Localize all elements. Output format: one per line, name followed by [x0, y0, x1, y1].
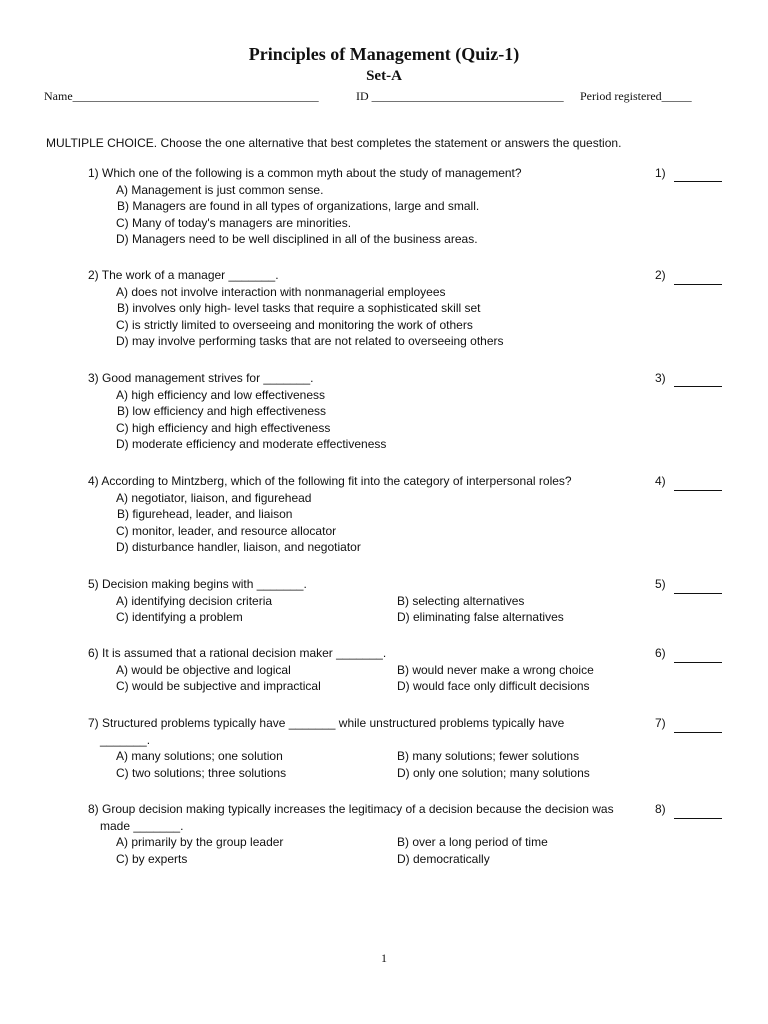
answer-blank: [674, 732, 722, 733]
option-b: B) would never make a wrong choice: [397, 662, 594, 677]
question-7: [88, 715, 668, 781]
answer-blank: [674, 662, 722, 663]
option-c: C) identifying a problem: [116, 610, 243, 625]
answer-number: 8): [655, 802, 666, 816]
question-3: [88, 370, 668, 453]
option-a: A) many solutions; one solution: [116, 749, 283, 764]
option-c: C) high efficiency and high effectiveness: [116, 420, 331, 435]
question-stem: 3) Good management strives for _______.: [88, 371, 314, 385]
option-c: C) Many of today's managers are minorities.: [116, 215, 352, 230]
option-a: A) would be objective and logical: [116, 662, 291, 677]
answer-number: 6): [655, 646, 666, 660]
id-field-label: ID ________________________________: [356, 89, 564, 103]
question-4: [88, 473, 668, 556]
instructions: MULTIPLE CHOICE. Choose the one alternative that best completes the statement or answers the question.: [46, 136, 622, 150]
period-field-label: Period registered_____: [580, 89, 692, 103]
option-c: C) by experts: [116, 851, 188, 866]
option-b: B) Managers are found in all types of organizations, large and small.: [117, 199, 480, 214]
quiz-set: Set-A: [366, 68, 402, 84]
question-1: [88, 165, 668, 248]
question-stem: 1) Which one of the following is a common myth about the study of management?: [88, 166, 522, 180]
answer-number: 1): [655, 166, 666, 180]
option-b: B) over a long period of time: [397, 835, 548, 850]
quiz-title: Principles of Management (Quiz-1): [248, 44, 520, 64]
option-c: C) monitor, leader, and resource allocator: [116, 523, 337, 538]
option-a: A) high efficiency and low effectiveness: [116, 387, 326, 402]
option-c: C) two solutions; three solutions: [116, 765, 287, 780]
option-d: D) would face only difficult decisions: [397, 679, 590, 694]
answer-number: 3): [655, 371, 666, 385]
answer-number: 5): [655, 577, 666, 591]
answer-number: 7): [655, 716, 666, 730]
question-stem: 2) The work of a manager _______.: [88, 268, 279, 282]
answer-blank: [674, 593, 722, 594]
answer-number: 4): [655, 474, 666, 488]
question-2: [88, 267, 668, 350]
question-5: [88, 576, 668, 626]
answer-blank: [674, 284, 722, 285]
answer-blank: [674, 386, 722, 387]
question-stem: 5) Decision making begins with _______.: [88, 577, 307, 591]
option-a: A) negotiator, liaison, and figurehead: [116, 490, 312, 505]
question-stem: 8) Group decision making typically increases the legitimacy of a decision because the decision was: [88, 802, 614, 816]
answer-number: 2): [655, 268, 666, 282]
question-stem: 7) Structured problems typically have _______ while unstructured problems typically have: [88, 716, 565, 730]
option-a: A) identifying decision criteria: [116, 593, 273, 608]
option-d: D) only one solution; many solutions: [397, 765, 590, 780]
option-b: B) many solutions; fewer solutions: [397, 749, 580, 764]
option-d: D) democratically: [397, 851, 490, 866]
answer-blank: [674, 490, 722, 491]
option-b: B) involves only high- level tasks that require a sophisticated skill set: [117, 301, 481, 316]
question-stem: 4) According to Mintzberg, which of the following fit into the category of interpersonal roles?: [88, 474, 572, 488]
option-d: D) disturbance handler, liaison, and negotiator: [116, 540, 361, 555]
option-a: A) Management is just common sense.: [116, 182, 324, 197]
question-stem-continuation: made _______.: [100, 818, 184, 833]
answer-blank: [674, 818, 722, 819]
option-b: B) figurehead, leader, and liaison: [117, 507, 293, 522]
answer-blank: [674, 181, 722, 182]
question-stem: 6) It is assumed that a rational decision maker _______.: [88, 646, 387, 660]
question-8: [88, 801, 668, 867]
question-6: [88, 645, 668, 695]
option-b: B) low efficiency and high effectiveness: [117, 404, 327, 419]
name-field-label: Name_________________________________________: [44, 89, 319, 103]
option-d: D) Managers need to be well disciplined in all of the business areas.: [116, 232, 478, 247]
option-c: C) is strictly limited to overseeing and monitoring the work of others: [116, 317, 473, 332]
question-stem-continuation: _______.: [100, 732, 151, 747]
option-a: A) primarily by the group leader: [116, 835, 284, 850]
option-c: C) would be subjective and impractical: [116, 679, 321, 694]
page-number: 1: [381, 951, 387, 965]
option-a: A) does not involve interaction with nonmanagerial employees: [116, 284, 446, 299]
option-b: B) selecting alternatives: [397, 593, 525, 608]
option-d: D) moderate efficiency and moderate effectiveness: [116, 437, 387, 452]
option-d: D) eliminating false alternatives: [397, 610, 564, 625]
option-d: D) may involve performing tasks that are not related to overseeing others: [116, 334, 504, 349]
